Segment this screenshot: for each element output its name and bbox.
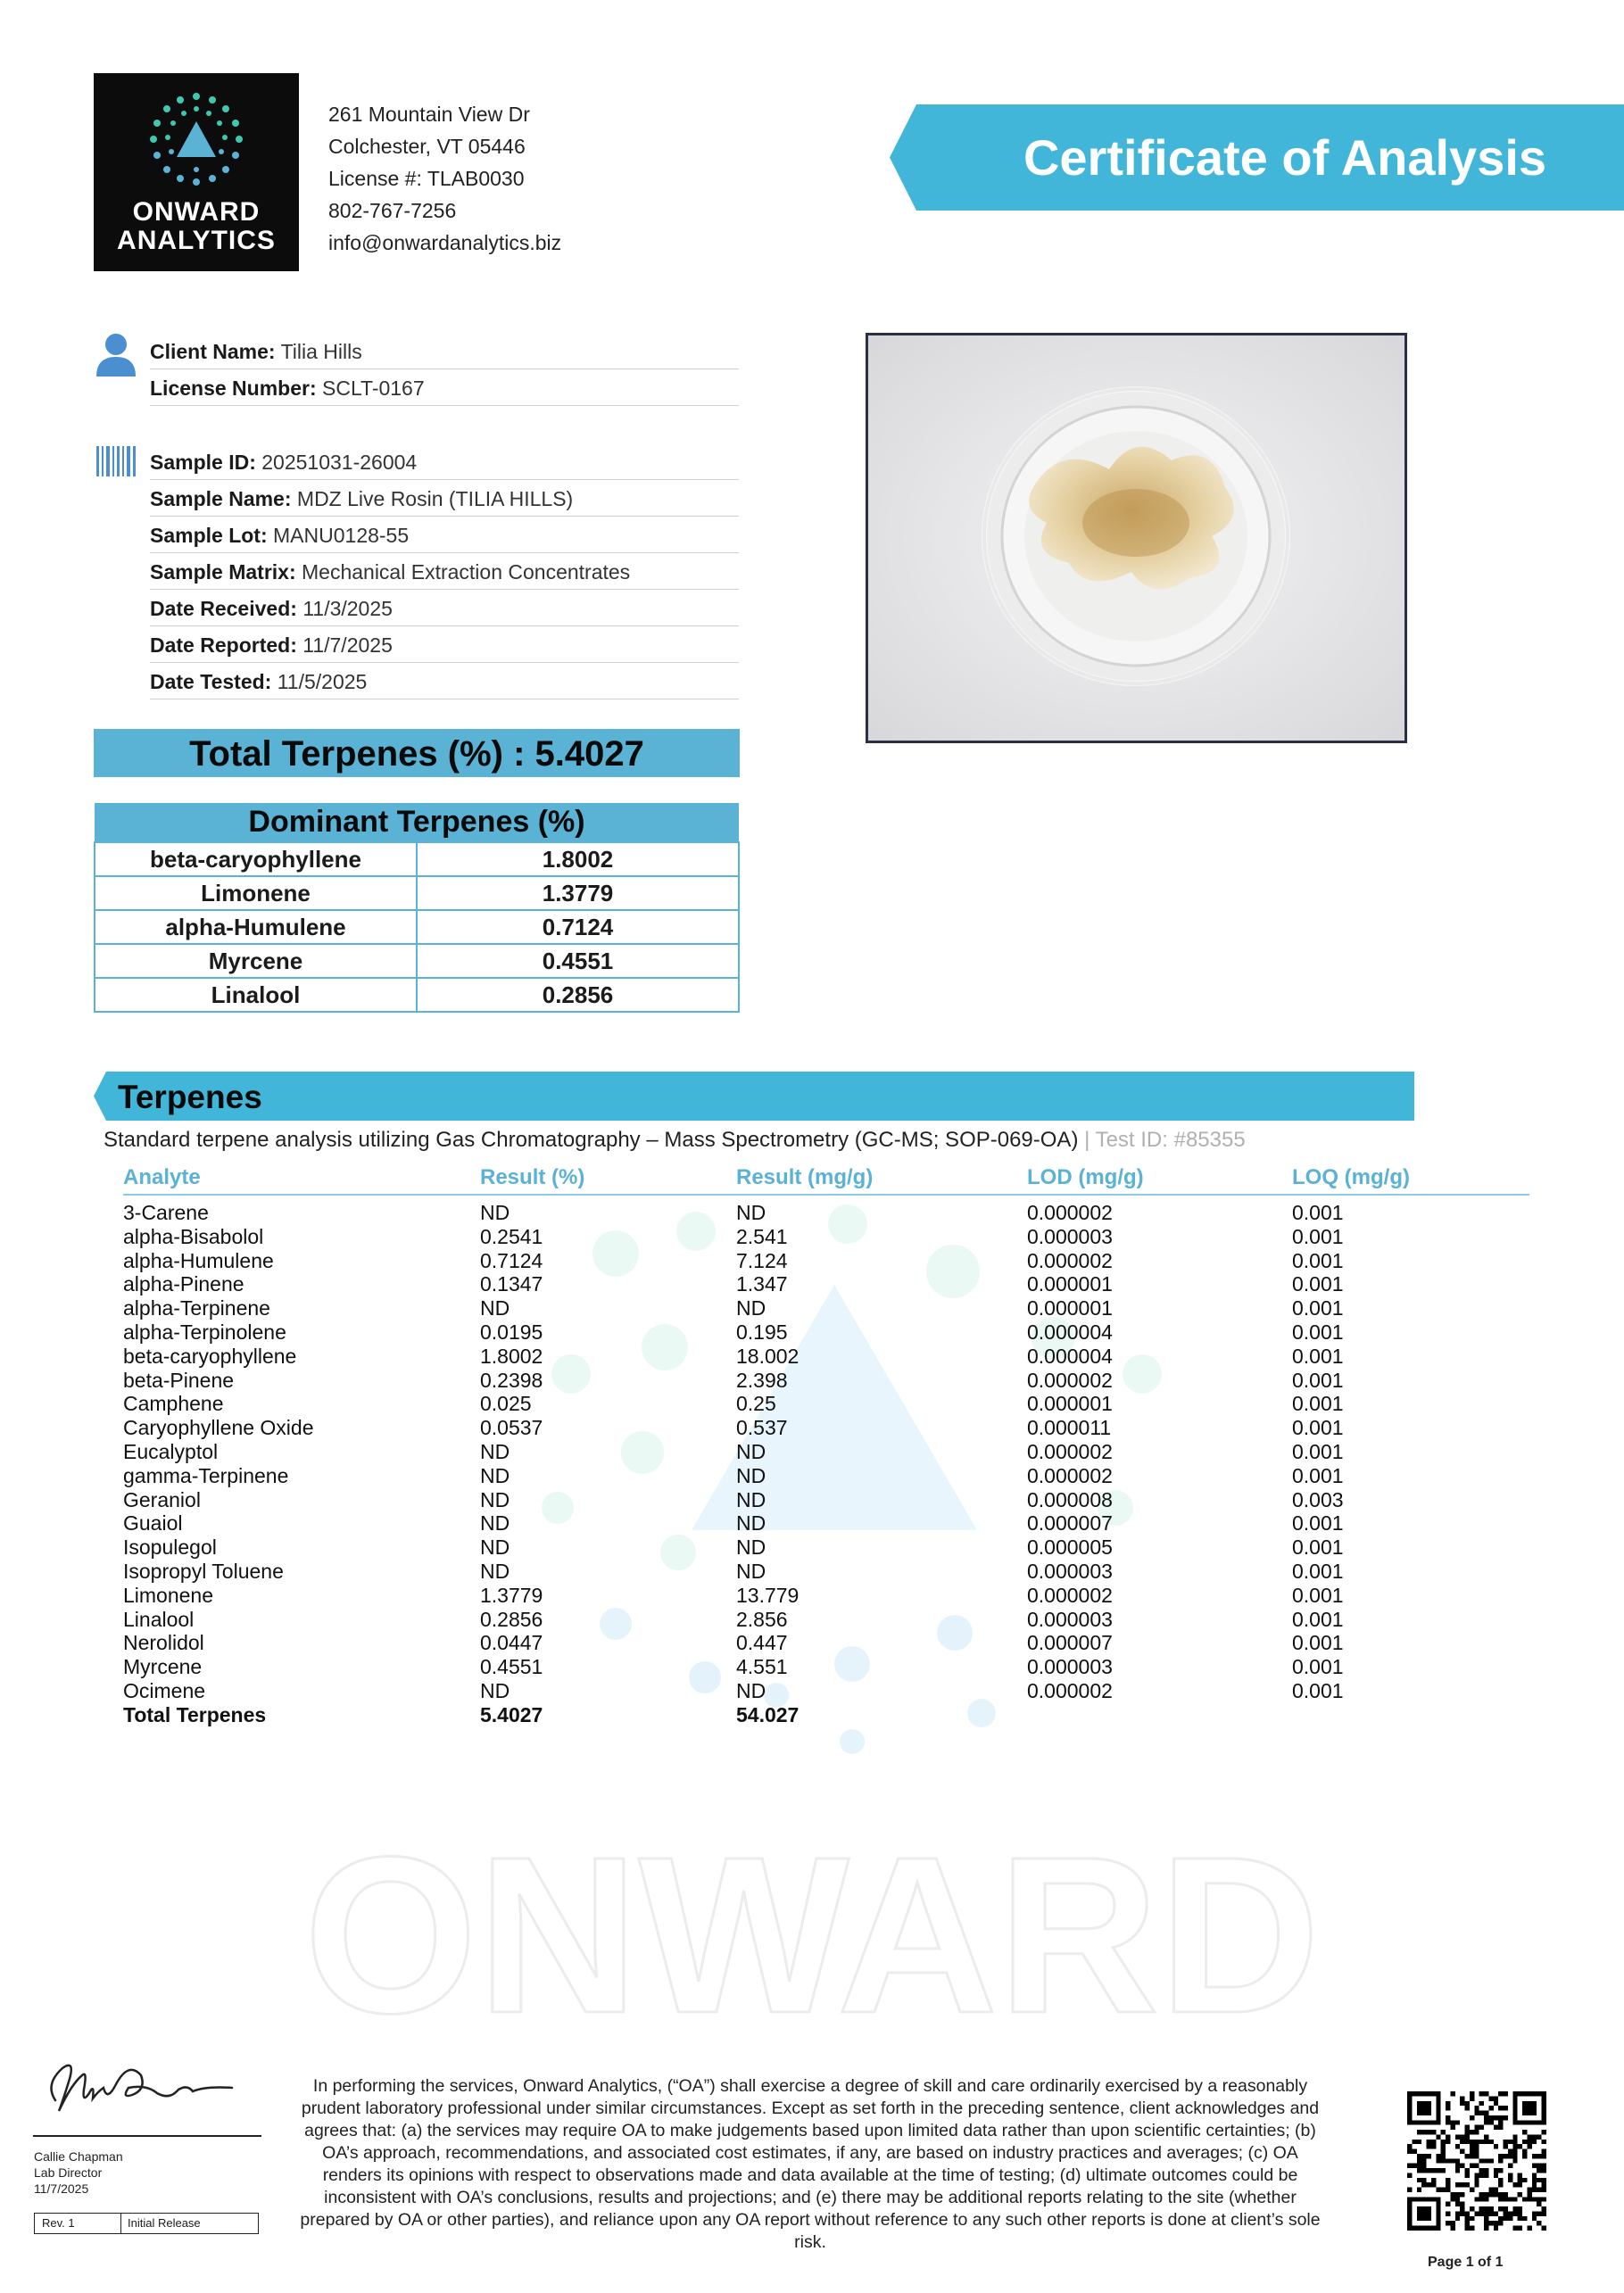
lab-phone: 802-767-7256: [328, 199, 457, 222]
date-reported-row: [150, 625, 739, 663]
column-header-lod: LOD (mg/g): [1027, 1162, 1292, 1195]
result-pct-cell: 0.0537: [480, 1416, 543, 1440]
analyte-cell: Caryophyllene Oxide: [123, 1416, 314, 1440]
lod-cell: 0.000001: [1027, 1392, 1113, 1416]
total-mgg-cell: 54.027: [736, 1702, 800, 1726]
result-mgg-cell: ND: [736, 1536, 766, 1560]
dominant-value: 1.8002: [417, 842, 739, 876]
lod-cell: 0.000008: [1027, 1487, 1113, 1511]
result-pct-cell: 1.3779: [480, 1583, 543, 1607]
table-row: [123, 1296, 1529, 1320]
loq-cell: 0.001: [1292, 1511, 1344, 1536]
client-name-label: Client Name:: [150, 340, 276, 363]
result-mgg-cell: ND: [736, 1559, 766, 1583]
sample-name-label: Sample Name:: [150, 487, 292, 510]
client-license-row: [150, 368, 739, 406]
address-line2: Colchester, VT 05446: [328, 135, 526, 158]
lod-cell: 0.000005: [1027, 1536, 1113, 1560]
result-mgg-cell: 13.779: [736, 1583, 800, 1607]
analyte-cell: Isopropyl Toluene: [123, 1559, 284, 1583]
result-mgg-cell: ND: [736, 1296, 766, 1320]
analyte-cell: alpha-Terpinene: [123, 1296, 270, 1320]
result-pct-cell: 1.8002: [480, 1344, 543, 1368]
lod-cell: 0.000002: [1027, 1439, 1113, 1463]
total-terpenes-banner: Total Terpenes (%) : 5.4027: [94, 729, 740, 777]
dominant-value: 0.2856: [417, 978, 739, 1012]
lab-email: info@onwardanalytics.biz: [328, 231, 562, 254]
loq-cell: 0.001: [1292, 1463, 1344, 1487]
test-id: | Test ID: #85355: [1078, 1128, 1246, 1152]
result-mgg-cell: 1.347: [736, 1272, 788, 1296]
table-row: [95, 978, 739, 1012]
sample-name-row: [150, 479, 739, 517]
table-row: [123, 1560, 1529, 1584]
lod-cell: 0.000007: [1027, 1631, 1113, 1655]
address-line1: 261 Mountain View Dr: [328, 103, 530, 126]
loq-cell: 0.001: [1292, 1631, 1344, 1655]
loq-cell: 0.003: [1292, 1487, 1344, 1511]
total-label-cell: Total Terpenes: [123, 1702, 267, 1726]
signature-date: 11/7/2025: [34, 2181, 89, 2196]
column-header-result-pct: Result (%): [480, 1162, 736, 1195]
result-pct-cell: ND: [480, 1678, 510, 1702]
logo-mark-icon: [143, 89, 250, 196]
lod-cell: 0.000001: [1027, 1296, 1113, 1320]
table-row: [123, 1536, 1529, 1560]
table-row: [123, 1488, 1529, 1512]
result-pct-cell: 0.2541: [480, 1224, 543, 1248]
lod-cell: 0.000002: [1027, 1583, 1113, 1607]
lod-cell: 0.000002: [1027, 1368, 1113, 1392]
signatory-name: Callie Chapman: [34, 2149, 123, 2164]
lod-cell: 0.000004: [1027, 1320, 1113, 1344]
legal-disclaimer: In performing the services, Onward Analytics, (“OA”) shall exercise a degree of skill and care ordinarily exercised by a reasonably prudent laboratory professional under similar circumstances. Except as set forth in the preceding sentence, client acknowledges and agrees that: (a) the services may require OA to make judgements based upon limited data rather than upon scientific certainties; (b) OA’s approach, recommendations, and associated cost estimates, if any, are based on industry practices and averages; (c) OA renders its opinions with respect to observations made and data available at the time of testing; (d) ultimate outcomes could be inconsistent with OA’s conclusions, results and projections; and (e) there may be additional reports relating to the site (whether prepared by OA or other parties), and reliance upon any OA report without reference to any such other reports is done at client’s sole risk.: [300, 2076, 1321, 2252]
total-pct-cell: 5.4027: [480, 1702, 543, 1726]
lod-cell: 0.000002: [1027, 1248, 1113, 1272]
dominant-value: 0.4551: [417, 944, 739, 978]
document-title: Certificate of Analysis: [1023, 129, 1547, 186]
loq-cell: 0.001: [1292, 1439, 1344, 1463]
result-mgg-cell: ND: [736, 1678, 766, 1702]
logo-text-line2: ANALYTICS: [117, 226, 276, 255]
dominant-terpenes-table: [94, 803, 740, 1013]
dominant-name: Myrcene: [95, 944, 417, 978]
method-text: Standard terpene analysis utilizing Gas Chromatography – Mass Spectrometry (GC-MS; SOP-069-OA): [104, 1128, 1079, 1152]
analyte-cell: beta-caryophyllene: [123, 1344, 297, 1368]
revision-number: Rev. 1: [42, 2216, 75, 2230]
table-row: [123, 1272, 1529, 1296]
result-pct-cell: ND: [480, 1559, 510, 1583]
analyte-cell: Ocimene: [123, 1678, 206, 1702]
table-row: [95, 910, 739, 944]
analyte-cell: Linalool: [123, 1607, 195, 1631]
dominant-value: 1.3779: [417, 876, 739, 910]
table-row: [123, 1195, 1529, 1225]
loq-cell: 0.001: [1292, 1320, 1344, 1344]
loq-cell: 0.001: [1292, 1296, 1344, 1320]
table-row: [123, 1416, 1529, 1440]
analyte-cell: alpha-Terpinolene: [123, 1320, 286, 1344]
result-mgg-cell: 0.195: [736, 1320, 788, 1344]
result-mgg-cell: ND: [736, 1201, 766, 1224]
result-pct-cell: ND: [480, 1439, 510, 1463]
terpenes-results-table: [123, 1162, 1529, 1727]
sample-lot-value: MANU0128-55: [273, 524, 410, 547]
result-mgg-cell: 0.447: [736, 1631, 788, 1655]
result-mgg-cell: 18.002: [736, 1344, 800, 1368]
result-mgg-cell: 4.551: [736, 1655, 788, 1679]
loq-cell: 0.001: [1292, 1559, 1344, 1583]
analyte-cell: Eucalyptol: [123, 1439, 219, 1463]
signature-image: [36, 2049, 241, 2129]
terpenes-section-title: Terpenes: [118, 1079, 262, 1115]
table-row: [123, 1249, 1529, 1273]
result-pct-cell: 0.0195: [480, 1320, 543, 1344]
loq-cell: 0.001: [1292, 1248, 1344, 1272]
result-mgg-cell: 2.541: [736, 1224, 788, 1248]
table-row: [123, 1320, 1529, 1345]
analyte-cell: beta-Pinene: [123, 1368, 235, 1392]
client-name-row: [150, 332, 739, 369]
analyte-cell: alpha-Pinene: [123, 1272, 244, 1296]
result-pct-cell: ND: [480, 1511, 510, 1536]
column-header-loq: LOQ (mg/g): [1292, 1162, 1529, 1195]
sample-lot-label: Sample Lot:: [150, 524, 268, 547]
lod-cell: 0.000004: [1027, 1344, 1113, 1368]
lod-cell: 0.000003: [1027, 1559, 1113, 1583]
result-mgg-cell: ND: [736, 1487, 766, 1511]
date-received-row: [150, 589, 739, 626]
result-pct-cell: 0.0447: [480, 1631, 543, 1655]
logo-text-line1: ONWARD: [132, 197, 261, 227]
analyte-cell: Myrcene: [123, 1655, 203, 1679]
signature-line: [33, 2135, 261, 2137]
dominant-name: Linalool: [95, 978, 417, 1012]
table-row: [123, 1679, 1529, 1703]
sample-id-value: 20251031-26004: [261, 451, 418, 474]
sample-name-value: MDZ Live Rosin (TILIA HILLS): [296, 487, 574, 510]
lod-cell: 0.000002: [1027, 1201, 1113, 1224]
result-pct-cell: 0.4551: [480, 1655, 543, 1679]
date-received-value: 11/3/2025: [302, 597, 393, 620]
result-pct-cell: 0.1347: [480, 1272, 543, 1296]
lab-address-block: [328, 98, 561, 259]
terpenes-section-banner: [94, 1072, 1414, 1121]
date-received-label: Date Received:: [150, 597, 297, 620]
loq-cell: 0.001: [1292, 1344, 1344, 1368]
analyte-cell: Geraniol: [123, 1487, 201, 1511]
sample-matrix-row: [150, 552, 739, 590]
loq-cell: 0.001: [1292, 1607, 1344, 1631]
user-icon: [95, 332, 137, 378]
result-mgg-cell: ND: [736, 1463, 766, 1487]
table-row: [95, 876, 739, 910]
revision-status: Initial Release: [128, 2216, 201, 2230]
analyte-cell: Isopulegol: [123, 1536, 217, 1560]
total-row: [123, 1703, 1529, 1727]
date-reported-label: Date Reported:: [150, 633, 297, 657]
table-row: [123, 1392, 1529, 1416]
table-row: [123, 1608, 1529, 1632]
result-mgg-cell: 2.398: [736, 1368, 788, 1392]
sample-lot-row: [150, 516, 739, 553]
method-description: [104, 1126, 1246, 1155]
sample-id-row: [150, 443, 739, 480]
sample-matrix-label: Sample Matrix:: [150, 560, 296, 584]
sample-id-label: Sample ID:: [150, 451, 256, 474]
loq-cell: 0.001: [1292, 1224, 1344, 1248]
loq-cell: 0.001: [1292, 1368, 1344, 1392]
result-mgg-cell: 0.25: [736, 1392, 776, 1416]
date-tested-row: [150, 662, 739, 699]
table-row: [123, 1440, 1529, 1464]
dominant-name: Limonene: [95, 876, 417, 910]
table-row: [123, 1584, 1529, 1608]
sample-photo: [866, 333, 1407, 743]
table-row: [123, 1464, 1529, 1488]
table-row: [123, 1511, 1529, 1536]
table-row: [123, 1655, 1529, 1679]
client-name-value: Tilia Hills: [280, 340, 362, 363]
table-row: [123, 1631, 1529, 1655]
loq-cell: 0.001: [1292, 1655, 1344, 1679]
qr-code-icon[interactable]: [1407, 2091, 1546, 2231]
revision-box: [34, 2213, 259, 2234]
page-number: Page 1 of 1: [1428, 2255, 1504, 2270]
result-mgg-cell: 2.856: [736, 1607, 788, 1631]
table-row: [95, 944, 739, 978]
result-pct-cell: ND: [480, 1487, 510, 1511]
analyte-cell: Guaiol: [123, 1511, 183, 1536]
column-header-analyte: Analyte: [123, 1162, 480, 1195]
signatory-title: Lab Director: [34, 2165, 103, 2180]
result-pct-cell: ND: [480, 1463, 510, 1487]
analyte-cell: Nerolidol: [123, 1631, 204, 1655]
loq-cell: 0.001: [1292, 1536, 1344, 1560]
loq-cell: 0.001: [1292, 1201, 1344, 1224]
client-license-value: SCLT-0167: [322, 377, 425, 400]
analyte-cell: gamma-Terpinene: [123, 1463, 289, 1487]
sample-jar-image: [868, 335, 1404, 741]
lod-cell: 0.000003: [1027, 1224, 1113, 1248]
result-pct-cell: 0.2398: [480, 1368, 543, 1392]
lab-logo: [94, 73, 299, 271]
lab-license: License #: TLAB0030: [328, 167, 525, 190]
analyte-cell: alpha-Humulene: [123, 1248, 274, 1272]
watermark-text: ONWARD: [303, 1810, 1321, 2059]
analyte-cell: Camphene: [123, 1392, 224, 1416]
date-tested-label: Date Tested:: [150, 670, 272, 693]
lod-cell: 0.000002: [1027, 1678, 1113, 1702]
lod-cell: 0.000001: [1027, 1272, 1113, 1296]
analyte-cell: alpha-Bisabolol: [123, 1224, 264, 1248]
dominant-terpenes-header: Dominant Terpenes (%): [95, 803, 739, 842]
date-reported-value: 11/7/2025: [302, 633, 393, 657]
lod-cell: 0.000011: [1027, 1416, 1112, 1440]
result-pct-cell: ND: [480, 1201, 510, 1224]
result-pct-cell: 0.7124: [480, 1248, 543, 1272]
analyte-cell: Limonene: [123, 1583, 214, 1607]
signatory-block: [34, 2148, 123, 2197]
loq-cell: 0.001: [1292, 1392, 1344, 1416]
table-row: [123, 1345, 1529, 1369]
lod-cell: 0.000002: [1027, 1463, 1113, 1487]
dominant-value: 0.7124: [417, 910, 739, 944]
barcode-icon: [95, 444, 137, 478]
result-pct-cell: ND: [480, 1296, 510, 1320]
revision-divider: [120, 2214, 121, 2233]
result-pct-cell: 0.2856: [480, 1607, 543, 1631]
loq-cell: 0.001: [1292, 1678, 1344, 1702]
dominant-name: alpha-Humulene: [95, 910, 417, 944]
sample-matrix-value: Mechanical Extraction Concentrates: [302, 560, 631, 584]
result-mgg-cell: 7.124: [736, 1248, 788, 1272]
result-pct-cell: ND: [480, 1536, 510, 1560]
table-row: [123, 1369, 1529, 1393]
loq-cell: 0.001: [1292, 1416, 1344, 1440]
lod-cell: 0.000007: [1027, 1511, 1113, 1536]
column-header-result-mgg: Result (mg/g): [736, 1162, 1027, 1195]
table-row: [95, 842, 739, 876]
loq-cell: 0.001: [1292, 1272, 1344, 1296]
lod-cell: 0.000003: [1027, 1607, 1113, 1631]
table-row: [123, 1225, 1529, 1249]
result-pct-cell: 0.025: [480, 1392, 532, 1416]
loq-cell: 0.001: [1292, 1583, 1344, 1607]
result-mgg-cell: ND: [736, 1439, 766, 1463]
client-license-label: License Number:: [150, 377, 317, 400]
result-mgg-cell: ND: [736, 1511, 766, 1536]
analyte-cell: 3-Carene: [123, 1201, 209, 1224]
lod-cell: 0.000003: [1027, 1655, 1113, 1679]
dominant-name: beta-caryophyllene: [95, 842, 417, 876]
date-tested-value: 11/5/2025: [277, 670, 368, 693]
result-mgg-cell: 0.537: [736, 1416, 788, 1440]
